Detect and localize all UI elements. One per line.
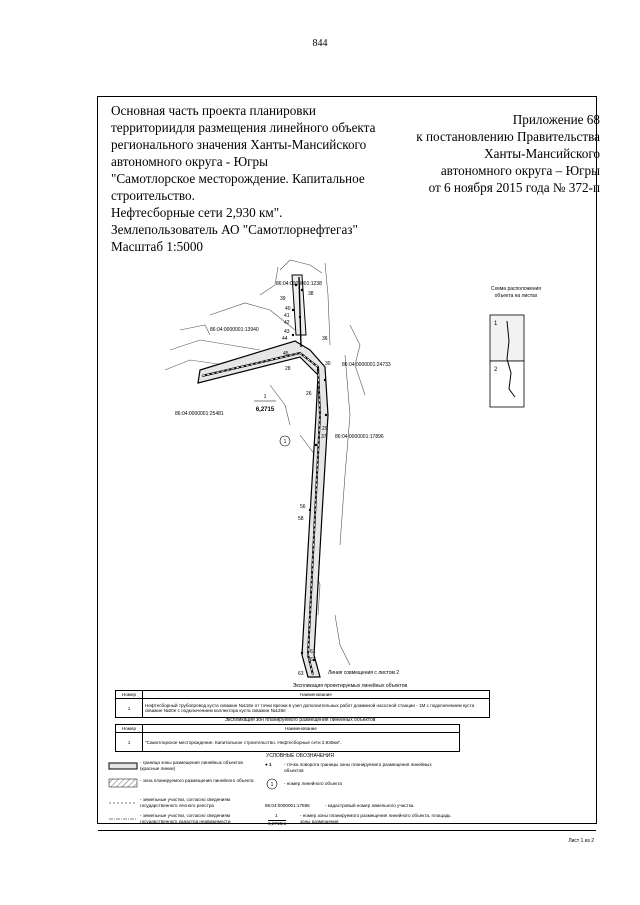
terrain-contours: [165, 260, 365, 665]
explication-objects-title: Экспликация проектируемых линейных объектов: [292, 683, 408, 689]
inset-scheme: [487, 311, 527, 411]
cadastral-label: 86:04:0000001:24733: [342, 362, 391, 368]
scale-label: Масштаб 1:5000: [111, 239, 204, 254]
title-line: регионального значения Ханты-Мансийского: [111, 137, 367, 152]
cadastral-label: 86:04:0000001:17896: [335, 434, 384, 440]
legend-line-number: - номер линейного объекта: [284, 781, 342, 786]
point-number: 61: [310, 649, 316, 655]
point-number: 36: [322, 336, 328, 342]
zone-area-marker: [254, 394, 276, 413]
point-number: 39: [280, 296, 286, 302]
point-number: 29: [322, 426, 328, 432]
inset-title: [479, 286, 553, 300]
header-number: Номер: [116, 691, 143, 699]
zone-area-symbol-val: 6,2715га: [268, 821, 287, 826]
explication-zones-table: [115, 724, 460, 752]
pipeline-line: [202, 277, 320, 675]
row-number: 1: [116, 699, 143, 718]
inset-sheet-2-label: 2: [494, 367, 498, 373]
table-row: [116, 699, 490, 718]
inset-sheet-1-label: 1: [494, 321, 498, 327]
planning-map: [150, 255, 480, 685]
point-number: 38: [308, 291, 314, 297]
appendix-line: Приложение 68: [512, 112, 600, 127]
inset-title-line: объекта на листах: [494, 293, 538, 299]
explication-zones-title: Экспликация зон планируемого размещения линейных объектов: [224, 717, 376, 723]
title-line: Основная часть проекта планировки: [111, 103, 316, 118]
appendix-line: автономного округа – Югры: [440, 163, 600, 178]
appendix-line: Ханты-Мансийского: [484, 146, 600, 161]
point-number: 26: [306, 391, 312, 397]
legend-cad-number: - кадастровый номер земельного участка: [325, 803, 414, 808]
point-number: 41: [284, 313, 290, 319]
legend-planned-zone: - зона планируемого размещения линейного объекта: [140, 778, 254, 783]
page-number: 844: [312, 38, 328, 49]
legend-zone-area: - номер зоны планируемого размещения линейного объекта, площадь зоны размещения: [300, 813, 451, 824]
cadastral-label: 86:04:0000001:25481: [175, 411, 224, 417]
point-number: 63: [298, 671, 304, 677]
map-labels: [175, 281, 391, 677]
point-number: 45: [283, 351, 289, 357]
frame-footer: [98, 830, 596, 845]
planned-zone-symbol: [109, 779, 137, 787]
row-name: Нефтесборный трубопровод куста скважин №116е от точки врезки в узел дополнительных работ дожимной насосной станции - 1М с подключением куста скважин №20е с подключением коллектора куста скважин №126е: [143, 699, 490, 718]
turn-point-symbol: ● 1: [265, 762, 272, 767]
legend-turn-point: - точка поворота границы зоны планируемого размещения линейных объектов: [284, 762, 432, 773]
header-number: Номер: [116, 725, 143, 733]
legend-cadastre-plots: - земельные участки, согласно сведениям государственного кадастра недвижимости: [140, 813, 231, 824]
red-lines-symbol: [109, 763, 137, 769]
point-number: 40: [285, 306, 291, 312]
row-number: 1: [116, 733, 143, 752]
point-number: 30: [325, 361, 331, 367]
line-number: 1: [283, 439, 287, 445]
point-number: 58: [298, 516, 304, 522]
line-number-marker: [280, 436, 290, 446]
header-name: Наименование: [143, 691, 490, 699]
appendix-line: к постановлению Правительства: [416, 129, 600, 144]
point-number: 62: [310, 657, 316, 663]
line-number-symbol-circle: [265, 777, 279, 791]
table-header-row: [116, 691, 490, 699]
legend-title: УСЛОВНЫЕ ОБОЗНАЧЕНИЯ: [266, 753, 334, 759]
point-number: 42: [284, 320, 290, 326]
title-line: "Самотлорское месторождение. Капитальное: [111, 171, 365, 186]
table-header-row: [116, 725, 460, 733]
point-number: 56: [300, 504, 306, 510]
sheet-label: Лист 1 из 2: [568, 838, 594, 844]
continuation-note: Линия совмещения с листом 2: [328, 670, 400, 676]
row-name: "Самотлорское месторождение. Капитальное строительство. Нефтесборные сети 2,930км".: [143, 733, 460, 752]
explication-objects-table: [115, 690, 490, 718]
inset-title-line: Схема расположения: [491, 286, 541, 292]
zone-area: 6,2715: [255, 407, 275, 413]
zone-area-symbol-num: 1: [275, 813, 278, 818]
point-number: 43: [284, 329, 290, 335]
header-name: Наименование: [143, 725, 460, 733]
title-line: Нефтесборные сети 2,930 км".: [111, 205, 283, 220]
line-number-symbol: 1: [270, 782, 274, 788]
legend-forest-plots: - земельные участки, согласно сведениям государственного лесного реестра: [140, 797, 230, 808]
point-number: 28: [285, 366, 291, 372]
cadastral-label: 86:04:0000001:13940: [210, 327, 259, 333]
table-row: [116, 733, 460, 752]
zone-boundary: [198, 275, 328, 677]
zone-number: 1: [263, 394, 267, 400]
point-number: 37: [321, 434, 327, 440]
title-line: Землепользователь АО "Самотлорнефтегаз": [111, 222, 358, 237]
title-line: автономного округа - Югры: [111, 154, 268, 169]
cadastral-label: 86:04:0000001:1238: [276, 281, 322, 287]
appendix-line: от 6 ноября 2015 года № 372-п: [428, 180, 600, 195]
title-line: строительство.: [111, 188, 195, 203]
cad-number-symbol: 86:04:0000001:17896: [265, 803, 310, 808]
legend-red-lines: - граница зоны размещения линейных объектов (красные линии): [140, 760, 243, 771]
point-number: 44: [282, 336, 288, 342]
legend-symbols-left: [108, 761, 138, 831]
title-line: территориидля размещения линейного объекта: [111, 120, 376, 135]
